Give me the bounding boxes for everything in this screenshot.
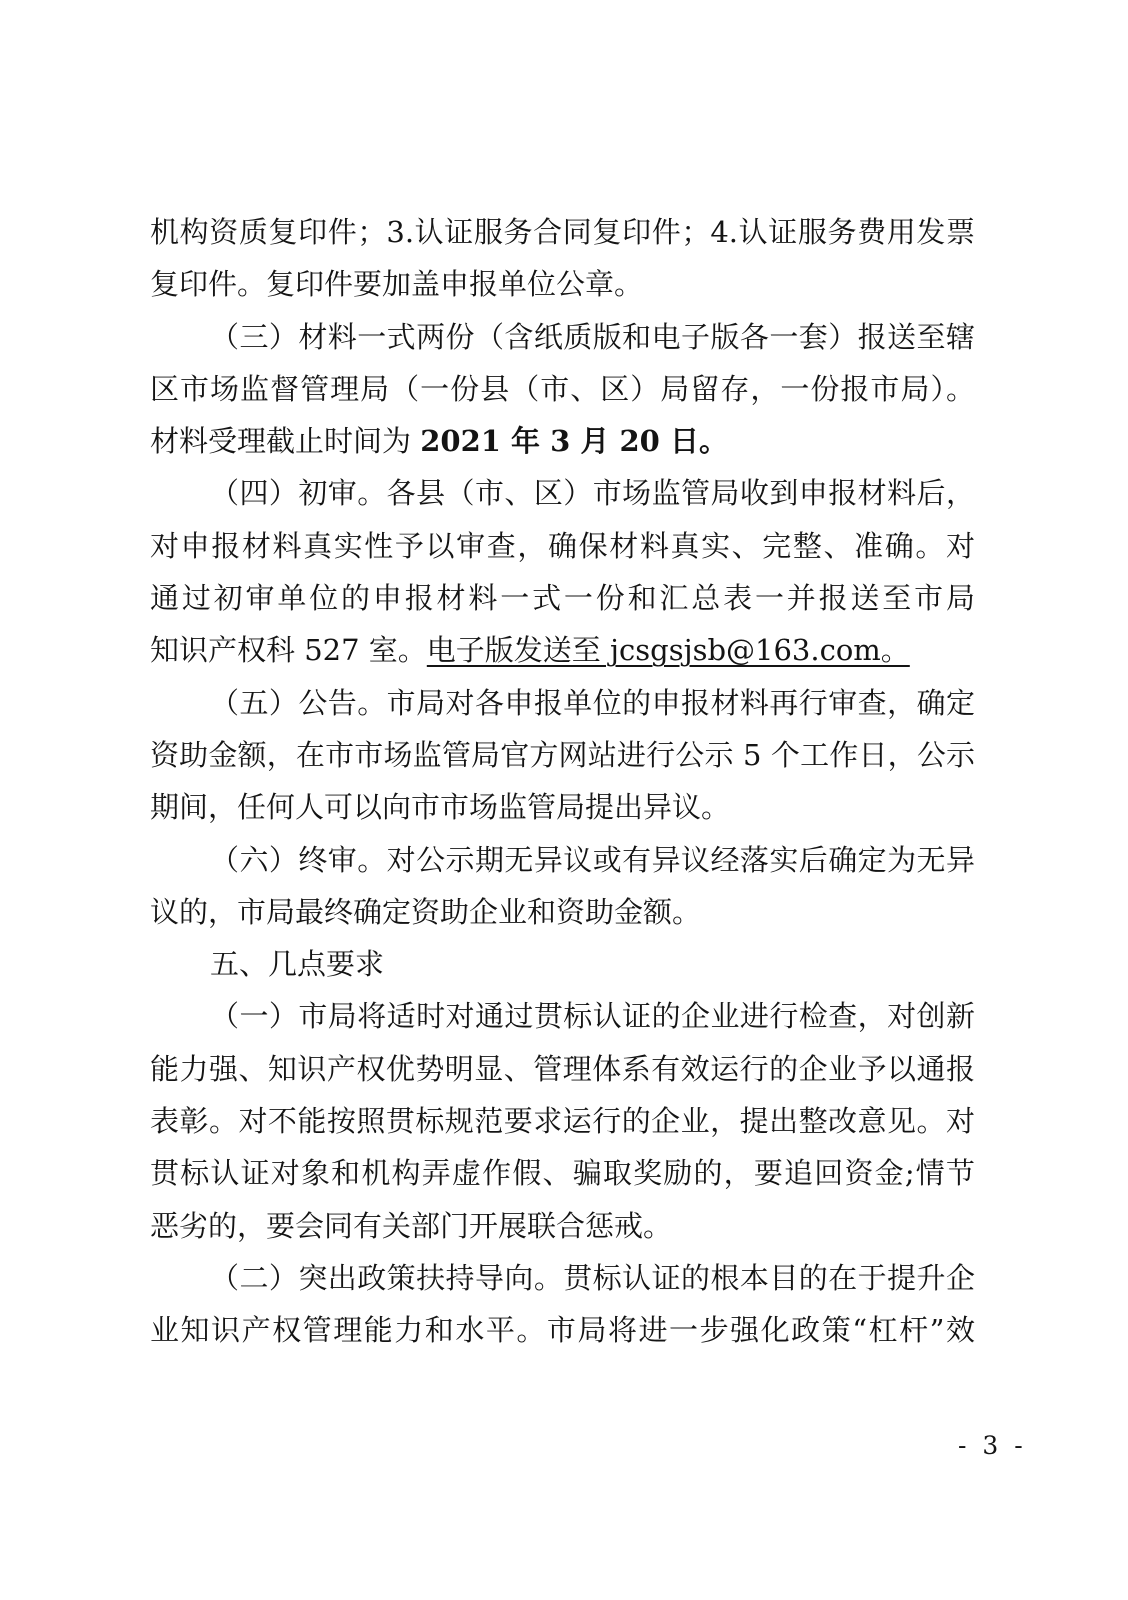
- text-line: 业知识产权管理能力和水平。市局将进一步强化政策“杠杆”效: [150, 1313, 975, 1348]
- text-line: （一）市局将适时对通过贯标认证的企业进行检查，对创新: [210, 999, 975, 1034]
- page-number: - 3 -: [958, 1431, 1027, 1460]
- deadline-date: 2021 年 3 月 20 日。: [420, 424, 728, 459]
- text-line: 区市场监督管理局（一份县（市、区）局留存，一份报市局）。: [150, 371, 975, 406]
- text-line: （六）终审。对公示期无异议或有异议经落实后确定为无异: [210, 842, 975, 877]
- text-line: 机构资质复印件；3.认证服务合同复印件；4.认证服务费用发票: [150, 215, 975, 249]
- text-line: [150, 624, 975, 676]
- email-submission-link[interactable]: 电子版发送至 jcsgsjsb@163.com。: [426, 633, 910, 668]
- text-line: 资助金额，在市市场监管局官方网站进行公示 5 个工作日，公示: [150, 737, 975, 772]
- deadline-intro-text: 材料受理截止时间为: [150, 424, 421, 459]
- text-line: 恶劣的，要会同有关部门开展联合惩戒。: [150, 1208, 673, 1243]
- section-heading: 五、几点要求: [210, 947, 385, 982]
- text-line: 贯标认证对象和机构弄虚作假、骗取奖励的，要追回资金;情节: [150, 1156, 975, 1191]
- text-line: 能力强、知识产权优势明显、管理体系有效运行的企业予以通报: [150, 1051, 975, 1086]
- text-line: 通过初审单位的申报材料一式一份和汇总表一并报送至市局: [150, 581, 975, 616]
- text-line: 表彰。对不能按照贯标规范要求运行的企业，提出整改意见。对: [150, 1104, 975, 1139]
- text-line: 议的，市局最终确定资助企业和资助金额。: [150, 894, 702, 929]
- office-room-text: 知识产权科 527 室。: [150, 633, 427, 668]
- text-line: （二）突出政策扶持导向。贯标认证的根本目的在于提升企: [210, 1260, 975, 1295]
- document-body: [150, 206, 975, 1357]
- text-line: [150, 415, 975, 467]
- text-line: （五）公告。市局对各申报单位的申报材料再行审查，确定: [210, 685, 975, 720]
- text-line: （三）材料一式两份（含纸质版和电子版各一套）报送至辖: [210, 319, 975, 354]
- text-line: 期间，任何人可以向市市场监管局提出异议。: [150, 790, 731, 825]
- text-line: 对申报材料真实性予以审查，确保材料真实、完整、准确。对: [150, 528, 975, 563]
- text-line: （四）初审。各县（市、区）市场监管局收到申报材料后，: [210, 476, 975, 511]
- text-line: 复印件。复印件要加盖申报单位公章。: [150, 267, 644, 302]
